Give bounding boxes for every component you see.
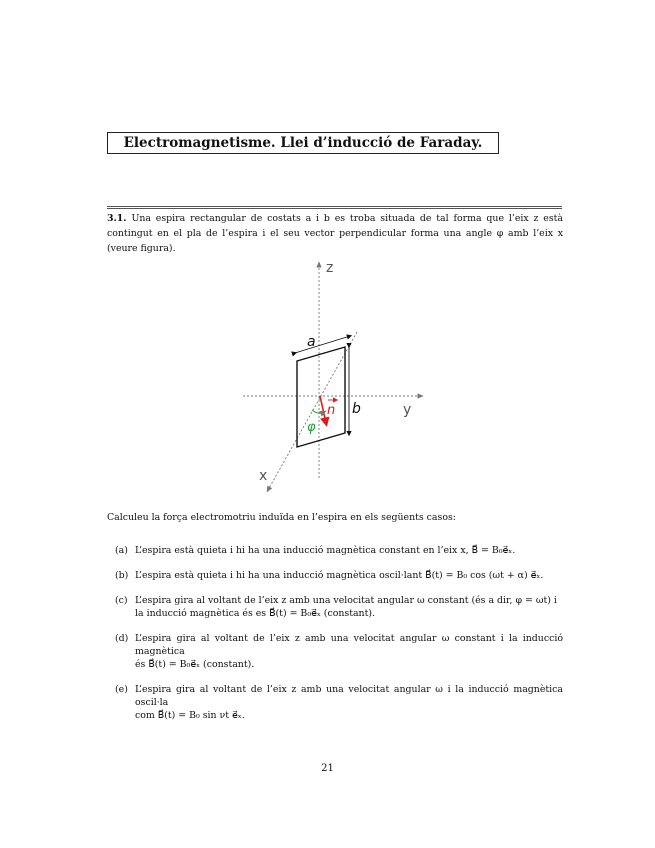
problem-statement bbox=[107, 211, 563, 256]
axis-x-label: x bbox=[259, 468, 268, 484]
angle-arc bbox=[312, 410, 324, 413]
case-text-line1: L’espira està quieta i hi ha una inducció magnètica oscil·lant B⃗(t) = B₀ cos (ωt + α) e⃗ₓ. bbox=[135, 570, 544, 581]
angle-label: φ bbox=[307, 420, 316, 435]
cases-list bbox=[107, 544, 563, 734]
case-text-line1: L’espira gira al voltant de l’eix z amb una velocitat angular ω constant i la inducció magnètica bbox=[135, 633, 563, 657]
case-item bbox=[107, 544, 563, 557]
case-text-line2: com B⃗(t) = B₀ sin νt e⃗ₓ. bbox=[135, 710, 245, 721]
axis-z-label: z bbox=[326, 260, 334, 276]
case-item bbox=[107, 683, 563, 722]
axis-y-label: y bbox=[403, 402, 412, 418]
case-text-line2: la inducció magnètica és es B⃗(t) = B₀e⃗ₓ (constant). bbox=[135, 608, 375, 619]
case-label: (b) bbox=[115, 570, 129, 581]
case-text-line2: és B⃗(t) = B₀e⃗ₓ (constant). bbox=[135, 659, 255, 670]
section-rule-bottom bbox=[107, 208, 562, 209]
chapter-title: Electromagnetisme. Llei d’inducció de Faraday. bbox=[107, 132, 499, 154]
side-b-label: b bbox=[352, 401, 361, 417]
cases-intro: Calculeu la força electromotriu induïda en l’espira en els següents casos: bbox=[107, 512, 456, 523]
case-text-line1: L’espira gira al voltant de l’eix z amb una velocitat angular ω i la inducció magnètica oscil·la bbox=[135, 684, 563, 708]
problem-statement-line2: en el pla de l’espira i el seu vector perpendicular forma una angle φ amb l’eix x (veure figura). bbox=[107, 228, 563, 254]
case-text-line1: L’espira gira al voltant de l’eix z amb una velocitat angular ω constant (és a dir, φ = ωt) i bbox=[135, 595, 557, 606]
case-item bbox=[107, 594, 563, 620]
case-text-line1: L’espira està quieta i hi ha una inducció magnètica constant en l’eix x, B⃗ = B₀e⃗ₓ. bbox=[135, 545, 516, 556]
loop-figure bbox=[235, 256, 430, 496]
normal-vector bbox=[320, 396, 326, 423]
section-rule-top bbox=[107, 206, 562, 207]
side-a-label: a bbox=[307, 334, 316, 350]
side-a-dimension bbox=[295, 336, 350, 353]
case-label: (d) bbox=[115, 633, 129, 644]
case-label: (e) bbox=[115, 684, 128, 695]
case-label: (a) bbox=[115, 545, 128, 556]
case-label: (c) bbox=[115, 595, 128, 606]
page-number: 21 bbox=[321, 763, 334, 774]
case-item bbox=[107, 632, 563, 671]
problem-statement-line1: Una espira rectangular de costats a i b es troba situada de tal forma que l’eix z està contingut bbox=[107, 213, 564, 239]
problem-number: 3.1. bbox=[107, 213, 127, 224]
case-item bbox=[107, 569, 563, 582]
normal-label: n bbox=[327, 403, 336, 418]
